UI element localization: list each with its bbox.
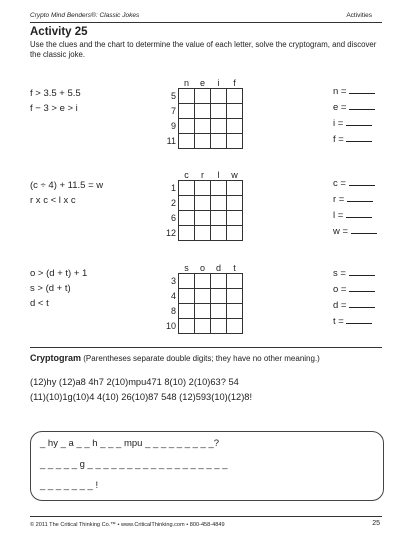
grid-cell[interactable] (195, 88, 211, 103)
cryptogram-label: Cryptogram (30, 353, 82, 363)
clues-2 (30, 178, 103, 208)
grid-cell[interactable] (227, 210, 243, 225)
answer-line[interactable]: t = (333, 314, 375, 330)
column-label: i (217, 77, 220, 88)
copyright: © 2011 The Critical Thinking Co.™ • www.CriticalThinking.com • 800-458-4849 (30, 522, 225, 528)
grid-cell[interactable] (227, 133, 243, 148)
header-rule (30, 22, 382, 23)
column-label: o (199, 262, 205, 273)
grid-cell[interactable] (211, 273, 227, 288)
clue: r x c < l x c (30, 195, 76, 206)
column-label: c (184, 169, 189, 180)
answers-2 (333, 176, 377, 240)
grid-cell[interactable] (179, 273, 195, 288)
code-line: (12)hy (12)a8 4h7 2(10)mpu471 8(10) 2(10)63? 54 (30, 377, 239, 387)
answer-box-line[interactable]: _ _ _ _ _ _ _ ! (40, 480, 99, 491)
activity-title: Activity 25 (30, 26, 88, 38)
grid-cell[interactable] (211, 225, 227, 240)
grid-cell[interactable] (195, 225, 211, 240)
clue: s > (d + t) (30, 283, 71, 294)
grid-cell[interactable] (227, 103, 243, 118)
clue: (c ÷ 4) + 11.5 = w (30, 180, 104, 191)
column-label: w (231, 169, 238, 180)
answer-line[interactable]: l = (333, 208, 377, 224)
grid-cell[interactable] (211, 118, 227, 133)
code-line: (11)(10)1g(10)4 4(10) 26(10)87 548 (12)593(10)(12)8! (30, 392, 253, 402)
row-label: 8 (170, 305, 176, 316)
column-label: t (233, 262, 236, 273)
grid-cell[interactable] (227, 180, 243, 195)
row-label: 1 (170, 182, 176, 193)
footer-rule (30, 516, 382, 517)
answer-line[interactable]: n = (333, 84, 375, 100)
column-label: r (201, 169, 204, 180)
grid-cell[interactable] (179, 118, 195, 133)
row-label: 11 (166, 135, 176, 146)
page-number: 25 (372, 520, 380, 527)
grid-cell[interactable] (227, 288, 243, 303)
clues-1 (30, 86, 81, 116)
clue: d < t (30, 298, 49, 309)
answer-box-line[interactable]: _ _ _ _ _ g _ _ _ _ _ _ _ _ _ _ _ _ _ _ _ _ _ _ (40, 459, 228, 470)
grid-cell[interactable] (211, 180, 227, 195)
logic-grid-3 (160, 259, 243, 334)
grid-cell[interactable] (195, 210, 211, 225)
column-label: n (183, 77, 189, 88)
grid-cell[interactable] (179, 88, 195, 103)
cryptogram-code (30, 375, 252, 405)
grid-cell[interactable] (211, 210, 227, 225)
column-label: f (233, 77, 236, 88)
logic-grid-2 (160, 166, 243, 241)
logic-grid-1 (160, 74, 243, 149)
clue: f > 3.5 + 5.5 (30, 88, 81, 99)
column-label: d (215, 262, 221, 273)
grid-cell[interactable] (211, 318, 227, 333)
grid-cell[interactable] (179, 225, 195, 240)
row-label: 7 (170, 105, 176, 116)
grid-cell[interactable] (211, 103, 227, 118)
grid-cell[interactable] (179, 195, 195, 210)
answers-1 (333, 84, 375, 148)
row-label: 5 (170, 90, 176, 101)
grid-cell[interactable] (211, 88, 227, 103)
grid-cell[interactable] (227, 273, 243, 288)
clue: f − 3 > e > i (30, 103, 78, 114)
grid-cell[interactable] (195, 133, 211, 148)
grid-cell[interactable] (211, 303, 227, 318)
row-label: 3 (170, 275, 176, 286)
grid-cell[interactable] (179, 180, 195, 195)
grid-cell[interactable] (195, 288, 211, 303)
grid-cell[interactable] (179, 318, 195, 333)
cryptogram-note: (Parentheses separate double digits; they have no other meaning.) (83, 354, 320, 363)
grid-cell[interactable] (195, 318, 211, 333)
row-label: 10 (165, 320, 176, 331)
clues-3 (30, 266, 87, 311)
grid-cell[interactable] (179, 303, 195, 318)
answer-line[interactable]: c = (333, 176, 377, 192)
answer-line[interactable]: e = (333, 100, 375, 116)
grid-cell[interactable] (195, 180, 211, 195)
row-label: 6 (170, 212, 176, 223)
grid-cell[interactable] (179, 133, 195, 148)
grid-cell[interactable] (227, 195, 243, 210)
row-label: 12 (165, 227, 176, 238)
book-title: Crypto Mind Benders®: Classic Jokes (30, 12, 140, 19)
answer-line[interactable]: r = (333, 192, 377, 208)
grid-cell[interactable] (195, 273, 211, 288)
answer-line[interactable]: o = (333, 282, 375, 298)
grid-cell[interactable] (211, 195, 227, 210)
row-label: 2 (170, 197, 176, 208)
grid-cell[interactable] (179, 210, 195, 225)
grid-cell[interactable] (227, 88, 243, 103)
grid-cell[interactable] (227, 118, 243, 133)
answer-line[interactable]: i = (333, 116, 375, 132)
answer-line[interactable]: s = (333, 266, 375, 282)
cryptogram-heading (30, 353, 320, 363)
grid-cell[interactable] (179, 103, 195, 118)
row-label: 4 (170, 290, 176, 301)
grid-cell[interactable] (195, 195, 211, 210)
grid-cell[interactable] (211, 133, 227, 148)
grid-cell[interactable] (211, 288, 227, 303)
section-label: Activities (346, 12, 372, 19)
grid-cell[interactable] (195, 118, 211, 133)
grid-cell[interactable] (227, 303, 243, 318)
answers-3 (333, 266, 375, 330)
grid-cell[interactable] (195, 103, 211, 118)
row-label: 9 (170, 120, 176, 131)
section-rule (30, 347, 382, 348)
answer-line[interactable]: w = (333, 224, 377, 240)
answer-line[interactable]: d = (333, 298, 375, 314)
grid-cell[interactable] (179, 288, 195, 303)
column-label: s (184, 262, 189, 273)
clue: o > (d + t) + 1 (30, 268, 88, 279)
column-label: e (199, 77, 205, 88)
answer-box-line[interactable]: _ hy _ a _ _ h _ _ _ mpu _ _ _ _ _ _ _ _ _? (40, 438, 220, 449)
grid-cell[interactable] (227, 225, 243, 240)
grid-cell[interactable] (227, 318, 243, 333)
column-label: l (217, 169, 220, 180)
instructions: Use the clues and the chart to determine the value of each letter, solve the cryptogram, and discover the classic joke. (30, 40, 377, 59)
grid-cell[interactable] (195, 303, 211, 318)
answer-line[interactable]: f = (333, 132, 375, 148)
